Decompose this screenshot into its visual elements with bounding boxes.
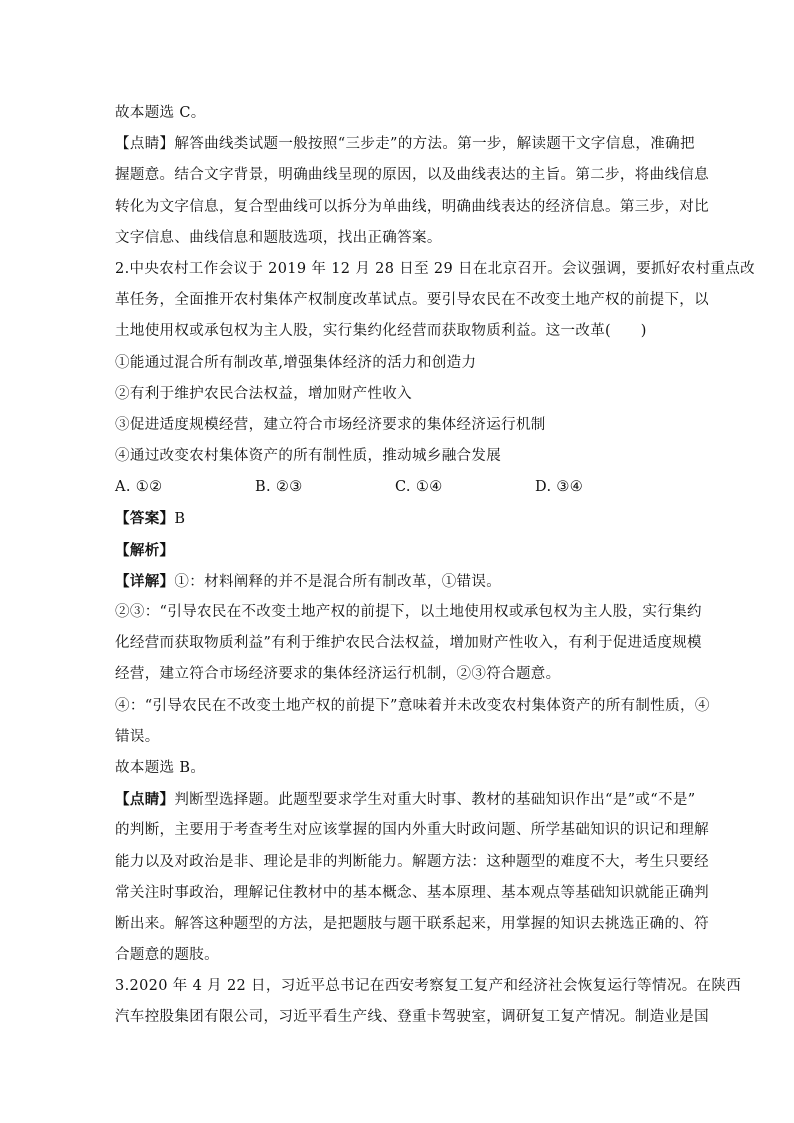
question-3-stem: 汽车控股集团有限公司，习近平看生产线、登重卡驾驶室，调研复工复产情况。制造业是国 (115, 1009, 709, 1026)
option-c: C. ①④ (395, 479, 443, 496)
detail-line: 化经营而获取物质利益”有利于维护农民合法权益，增加财产性收入，有利于促进适度规模 (115, 635, 702, 652)
analysis-label: 【解析】 (115, 541, 175, 559)
detail-line: ④：“引导农民在不改变土地产权的前提下”意味着并未改变农村集体资产的所有制性质，④ (115, 697, 710, 714)
comment-line: 能力以及对政治是非、理论是非的判断能力。解题方法：这种题型的难度不大，考生只要经 (115, 853, 709, 870)
option-a: A. ①② (115, 479, 163, 496)
comment-line: 合题意的题肢。 (115, 947, 219, 964)
conclusion-line: 故本题选 C。 (115, 105, 206, 121)
question-2-stem: 土地使用权或承包权为主人股，实行集约化经营而获取物质利益。这一改革( ) (115, 323, 647, 340)
statement-4: ④通过改变农村集体资产的所有制性质，推动城乡融合发展 (115, 448, 502, 465)
tip-line: 文字信息、曲线信息和题肢选项，找出正确答案。 (115, 229, 442, 246)
detail-line: 错误。 (115, 728, 160, 745)
comment-line: 的判断，主要用于考查考生对应该掌握的国内外重大时政问题、所学基础知识的识记和理解 (115, 822, 709, 839)
comment-label: 【点睛】 (115, 791, 175, 809)
option-b: B. ②③ (255, 479, 303, 496)
comment-line: 断出来。解答这种题型的方法，是把题肢与题干联系起来，用掌握的知识去挑选正确的、符 (115, 915, 709, 932)
question-3-stem: 3.2020 年 4 月 22 日，习近平总书记在西安考察复工复产和经济社会恢复运行等情况。在陕西 (115, 978, 742, 995)
statement-1: ①能通过混合所有制改革,增强集体经济的活力和创造力 (115, 354, 477, 371)
document-page (115, 98, 756, 1034)
comment-text: 判断型选择题。此题型要求学生对重大时事、教材的基础知识作出“是”或“不是” (174, 792, 696, 809)
detail-text: ①：材料阐释的并不是混合所有制改革，①错误。 (174, 573, 502, 590)
question-2-stem: 革任务，全面推开农村集体产权制度改革试点。要引导农民在不改变土地产权的前提下，以 (115, 292, 709, 309)
statement-3: ③促进适度规模经营，建立符合市场经济要求的集体经济运行机制 (115, 416, 546, 433)
tip-line: 转化为文字信息，复合型曲线可以拆分为单曲线，明确曲线表达的经济信息。第三步，对比 (115, 198, 709, 215)
comment-line: 常关注时事政治，理解记住教材中的基本概念、基本原理、基本观点等基础知识就能正确判 (115, 884, 709, 901)
answer-label: 【答案】 (115, 510, 175, 528)
statement-2: ②有利于维护农民合法权益，增加财产性收入 (115, 385, 412, 402)
answer-options (115, 472, 675, 503)
question-2-stem: 2.中央农村工作会议于 2019 年 12 月 28 日至 29 日在北京召开。会议强调，要抓好农村重点改 (115, 260, 756, 277)
option-d: D. ③④ (535, 479, 584, 496)
tip-line: 【点睛】解答曲线类试题一般按照“三步走”的方法。第一步，解读题干文字信息，准确把 (115, 136, 695, 153)
detail-line: 经营，建立符合市场经济要求的集体经济运行机制，②③符合题意。 (115, 666, 561, 683)
tip-line: 握题意。结合文字背景，明确曲线呈现的原因，以及曲线表达的主旨。第二步，将曲线信息 (115, 167, 709, 184)
detail-line: ②③：“引导农民在不改变土地产权的前提下，以土地使用权或承包权为主人股，实行集约 (115, 604, 702, 620)
answer-line (115, 503, 675, 534)
comment-line (115, 784, 696, 815)
detail-line (115, 566, 675, 597)
detail-label: 【详解】 (115, 572, 175, 590)
detail-line: 故本题选 B。 (115, 759, 206, 776)
answer-value: B (174, 511, 186, 528)
